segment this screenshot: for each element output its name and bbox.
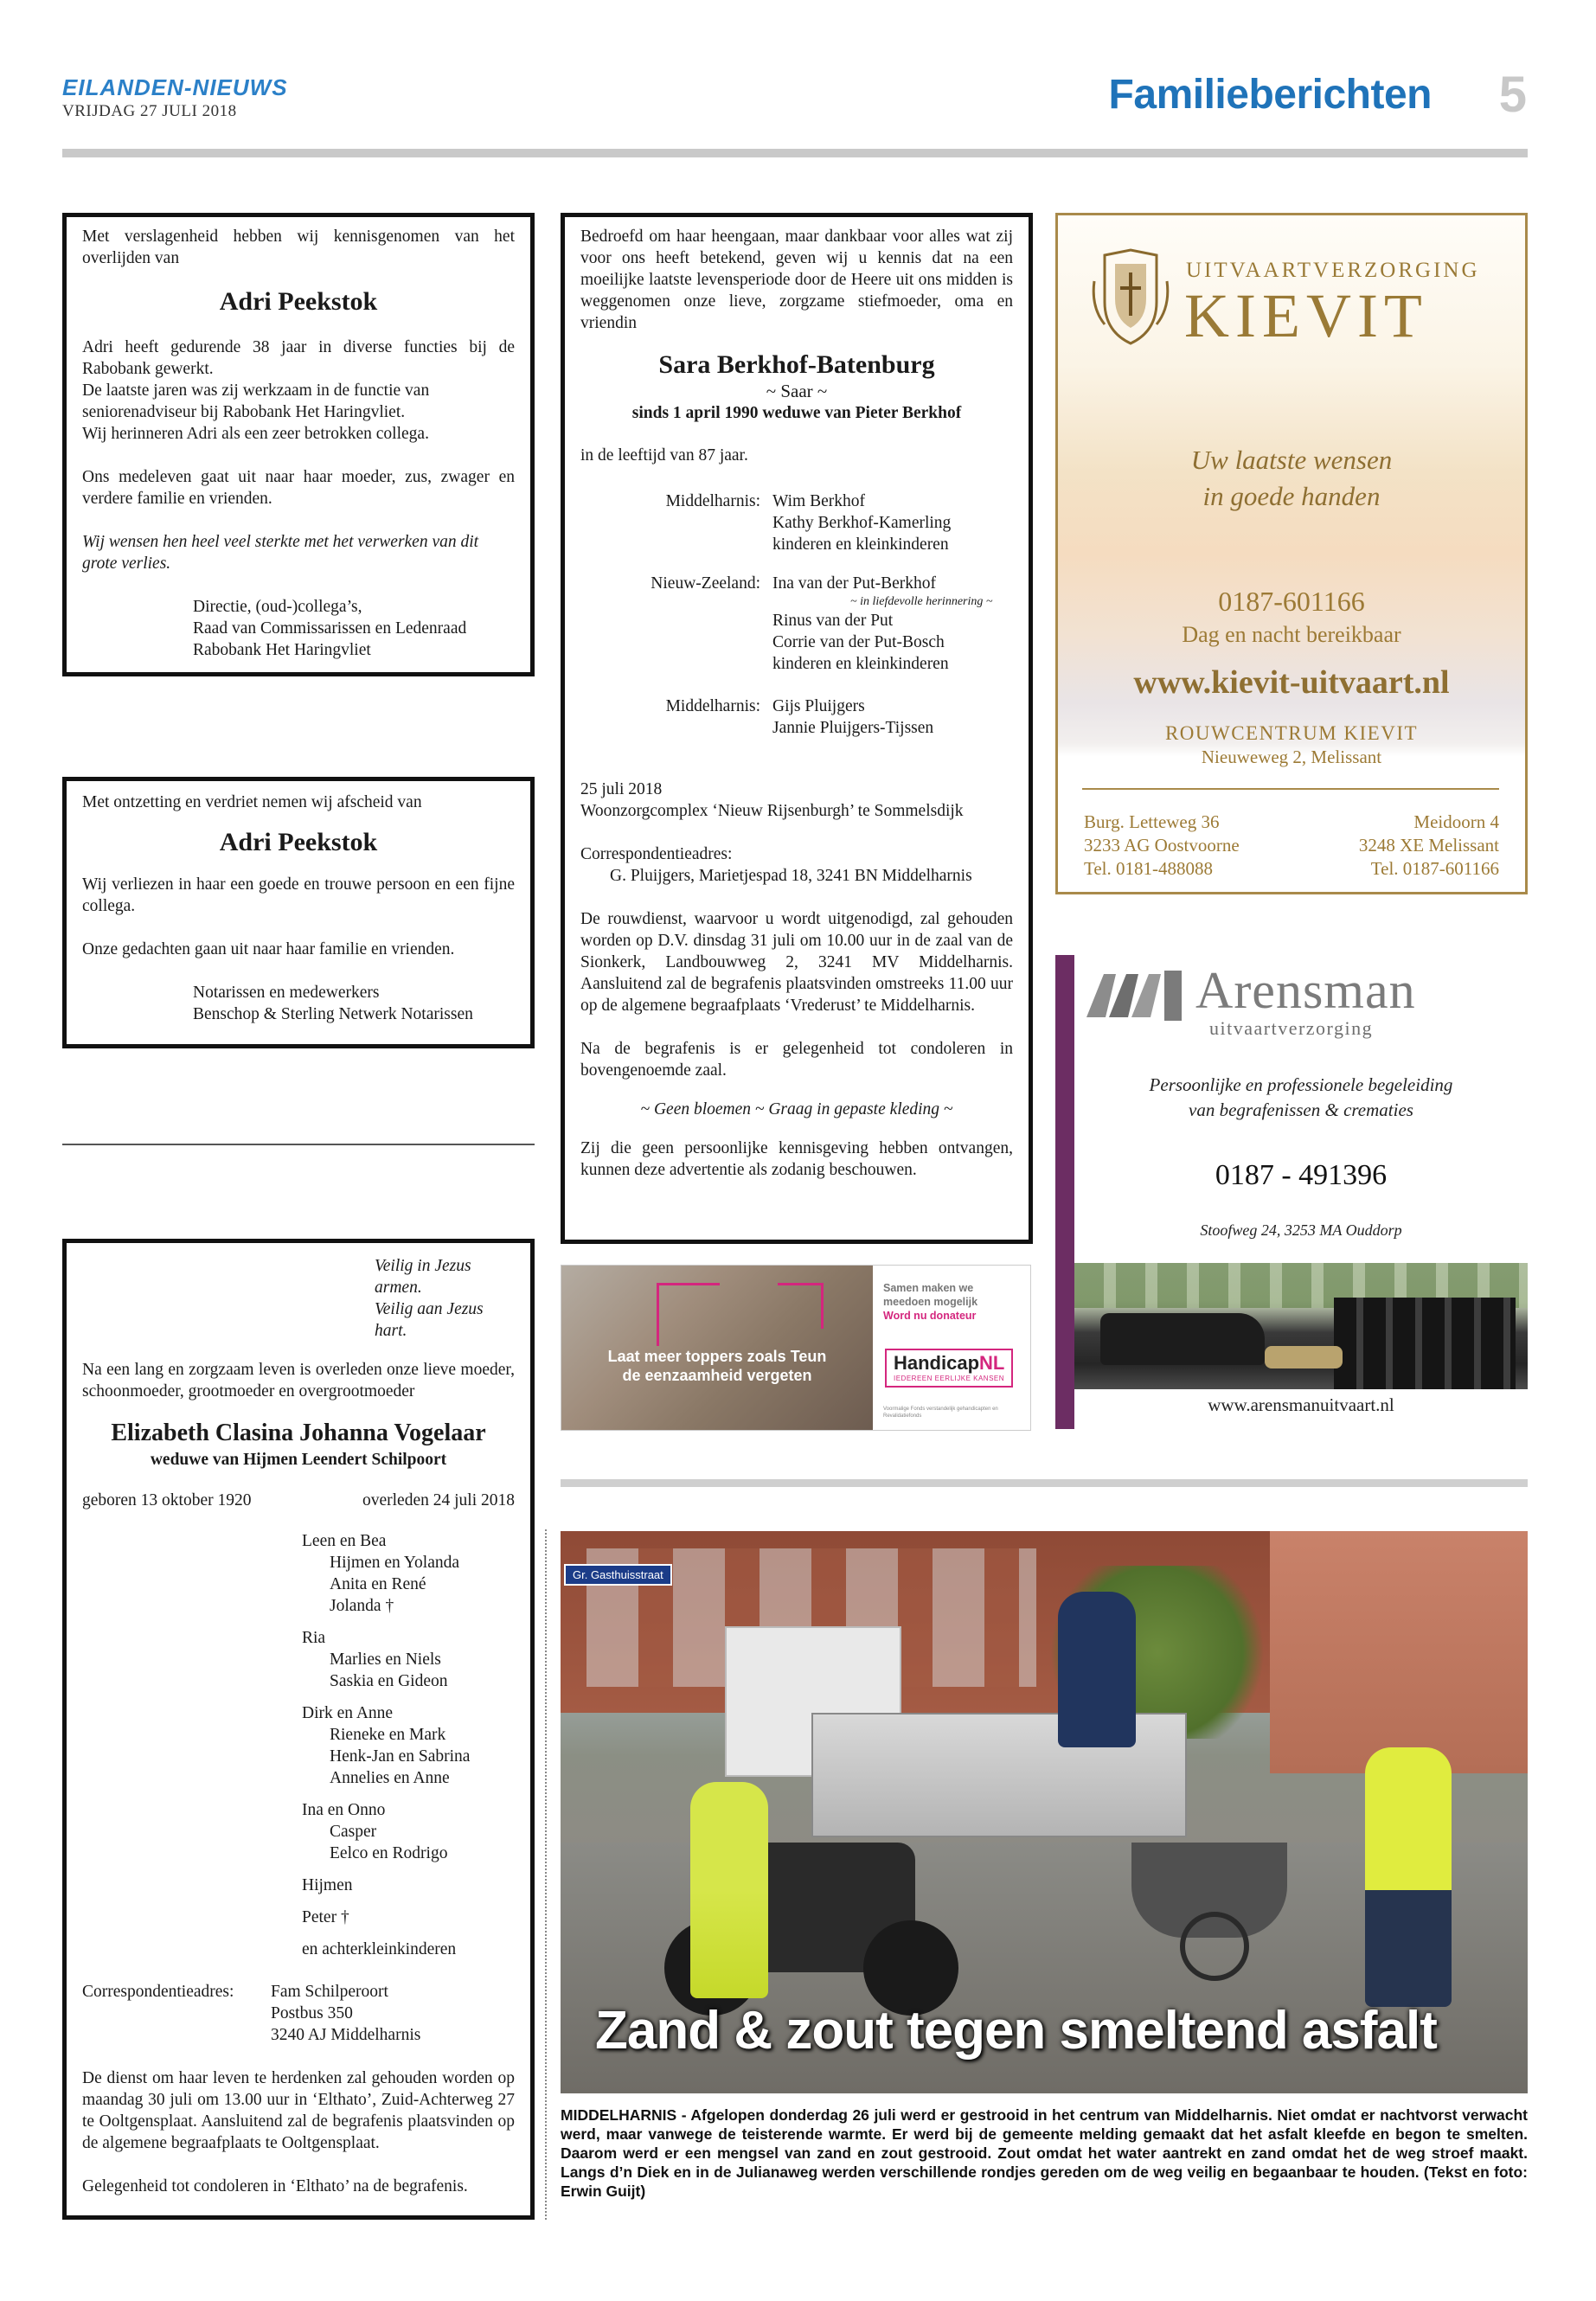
notice-body: Wij herinneren Adri als een zeer betrokken collega.: [82, 425, 429, 443]
kievit-centre-address: Nieuweweg 2, Melissant: [1201, 747, 1382, 767]
family-head: en achterkleinkinderen: [302, 1940, 457, 1958]
kievit-crest-icon: [1089, 247, 1172, 350]
photo-worker-right: [1365, 1747, 1452, 2007]
ad-photo-frame: [657, 1283, 720, 1346]
family-member: Annelies en Anne: [330, 1769, 450, 1787]
arensman-logo-icon: [1086, 967, 1189, 1024]
photo-top-rule: [561, 1479, 1528, 1487]
photo-spreader-wheel: [1180, 1912, 1249, 1981]
masthead-logo: EILANDEN-NIEUWS: [62, 74, 288, 100]
family-member: kinderen en kleinkinderen: [772, 655, 949, 673]
donate-link[interactable]: Word nu donateur: [883, 1310, 977, 1322]
family-head: Ina en Onno: [302, 1801, 386, 1819]
street-sign: Gr. Gasthuisstraat: [564, 1564, 672, 1586]
birth-date: geboren 13 oktober 1920: [82, 1491, 252, 1509]
deceased-subtitle: sinds 1 april 1990 weduwe van Pieter Berkhof: [631, 404, 962, 422]
kievit-address-left: Burg. Letteweg 36 3233 AG Oostvoorne Tel. 0181-488088: [1084, 811, 1240, 879]
family-member: Henk-Jan en Sabrina: [330, 1747, 471, 1766]
family-head: Peter †: [302, 1908, 349, 1926]
deceased-name: Elizabeth Clasina Johanna Vogelaar: [111, 1420, 486, 1446]
deceased-subtitle: weduwe van Hijmen Leendert Schilpoort: [150, 1451, 447, 1469]
family-head: Dirk en Anne: [302, 1704, 394, 1722]
kievit-address-right: Meidoorn 4 3248 XE Melissant Tel. 0187-601166: [1358, 811, 1499, 879]
notice-rabobank: [62, 213, 535, 676]
deceased-nickname: ~ Saar ~: [766, 381, 828, 401]
signature-line: Benschop & Sterling Netwerk Notarissen: [193, 1005, 473, 1023]
notice-intro: Na een lang en zorgzaam leven is overleden onze lieve moeder, schoonmoeder, grootmoeder en overgrootmoeder: [82, 1361, 515, 1400]
notice-berkhof: [561, 213, 1033, 1244]
memorial-note: ~ in liefdevolle herinnering ~: [850, 595, 993, 608]
arensman-brand: Arensman: [1195, 962, 1416, 1019]
family-group: [580, 490, 1013, 555]
family-member: Rieneke en Mark: [330, 1726, 446, 1744]
arensman-phone[interactable]: 0187 - 491396: [1215, 1159, 1388, 1191]
section-title: Familieberichten: [1108, 72, 1432, 118]
dotted-divider: [545, 1529, 547, 2220]
arensman-website[interactable]: www.arensmanuitvaart.nl: [1208, 1394, 1394, 1415]
ad-footnote: Voormalige Fonds verstandelijk gehandicapten en Revalidatiefonds: [883, 1407, 998, 1419]
verse-line: Veilig in Jezus armen.: [375, 1257, 471, 1297]
notice-intro: Bedroefd om haar heengaan, maar dankbaar voor alles wat zij voor ons heeft betekend, geven wij u kennis dat na een moeilijke laatste levensperiode door de Heere uit ons midden is weggenomen onze lieve, zorgzame stiefmoeder, oma en vriendin: [580, 228, 1013, 332]
signature-line: Raad van Commissarissen en Ledenraad: [193, 619, 467, 638]
arensman-tagline: Persoonlijke en professionele begeleiding van begrafenissen & crematies: [1149, 1074, 1453, 1120]
photo-caption: MIDDELHARNIS - Afgelopen donderdag 26 juli werd er gestrooid in het centrum van Middelharnis. Niet omdat er nachtvorst verwacht werd, maar vanwege de teisterende warmte. Er werd bij de gemeente melding gemaakt dat het asfalt kleefde en begon te smelten. Daarom werd er een mengsel van zand en zout gestrooid. Zout omdat het water aantrekt en zand omdat het de weg stroef maakt. Langs d’n Diek en in de Julianaweg werden verschillende rondjes gereden om de weg veilig en begaanbaar te houden. (Tekst en foto: Erwin Guijt): [561, 2106, 1528, 2200]
photo-worker-middle: [1058, 1592, 1136, 1747]
family-group: [302, 1530, 515, 1617]
correspondence-label: Correspondentieadres:: [82, 1983, 234, 2001]
arensman-ad[interactable]: [1055, 955, 1528, 1429]
ad-headline: Laat meer toppers zoals Teun de eenzaamheid vergeten: [607, 1348, 827, 1384]
death-location: Woonzorgcomplex ‘Nieuw Rijsenburgh’ te Sommelsdijk: [580, 802, 964, 820]
photo-flowers: [1265, 1346, 1343, 1368]
correspondence-label: Correspondentieadres:: [580, 845, 733, 863]
notice-body: Ons medeleven gaat uit naar haar moeder, zus, zwager en verdere familie en vrienden.: [82, 468, 515, 508]
family-member: Casper: [330, 1823, 377, 1841]
family-place: Nieuw-Zeeland:: [651, 574, 760, 593]
signature-line: Directie, (oud-)collega’s,: [193, 598, 362, 616]
service-details: De dienst om haar leven te herdenken zal gehouden worden op maandag 30 juli om 13.00 uur in ‘Elthato’, Zuid-Achterweg 27 te Ooltgensplaat. Aansluitend zal de begrafenis plaatsvinden op de algemene begraafplaats te Ooltgensplaat.: [82, 2069, 515, 2152]
arensman-sub: uitvaartverzorging: [1209, 1017, 1374, 1039]
photo-bearers: [1334, 1298, 1516, 1389]
kievit-website[interactable]: www.kievit-uitvaart.nl: [1133, 664, 1450, 701]
page-number: 5: [1498, 67, 1527, 123]
signature-line: Notarissen en medewerkers: [193, 984, 380, 1002]
family-member: Anita en René: [330, 1575, 426, 1593]
correspondence-address: G. Pluijgers, Marietjespad 18, 3241 BN Middelharnis: [610, 867, 972, 885]
kievit-centre: ROUWCENTRUM KIEVIT: [1164, 722, 1419, 744]
deceased-name: Adri Peekstok: [219, 828, 378, 856]
notice-vogelaar: [62, 1239, 535, 2220]
photo-headline: Zand & zout tegen smeltend asfalt: [595, 2001, 1437, 2061]
death-date: overleden 24 juli 2018: [362, 1491, 515, 1509]
kievit-brand: KIEVIT: [1184, 281, 1428, 350]
notice-intro: Met ontzetting en verdriet nemen wij afscheid van: [82, 793, 422, 811]
family-member: Ina van der Put-Berkhof: [772, 574, 936, 593]
notice-intro: Met verslagenheid hebben wij kennisgenomen van het overlijden van: [82, 228, 515, 267]
handicapnl-ad[interactable]: [561, 1265, 1031, 1431]
notice-body: Onze gedachten gaan uit naar haar familie en vrienden.: [82, 940, 455, 958]
kievit-phone[interactable]: 0187-601166: [1218, 586, 1365, 617]
issue-date: VRIJDAG 27 JULI 2018: [62, 102, 237, 120]
family-place: Middelharnis:: [665, 492, 760, 510]
handicapnl-logo: HandicapNL IEDEREEN EERLIJKE KANSEN: [885, 1349, 1013, 1388]
deceased-name: Adri Peekstok: [219, 287, 378, 316]
kievit-divider: [1082, 788, 1499, 790]
family-member: Saskia en Gideon: [330, 1672, 448, 1690]
family-member: Jolanda †: [330, 1597, 394, 1615]
family-group: [302, 1627, 515, 1692]
family-list: [82, 1530, 515, 1960]
arensman-photo: [1074, 1263, 1528, 1389]
photo-hearse: [1100, 1313, 1265, 1365]
correspondence-line: Fam Schilperoort: [271, 1983, 388, 2001]
notice-wish: Wij wensen hen heel veel sterkte met het verwerken van dit grote verlies.: [82, 533, 479, 573]
deceased-age: in de leeftijd van 87 jaar.: [580, 446, 748, 465]
family-member: Kathy Berkhof-Kamerling: [772, 514, 952, 532]
family-head: Hijmen: [302, 1876, 353, 1894]
flowers-note: ~ Geen bloemen ~ Graag in gepaste kleding ~: [640, 1100, 953, 1118]
correspondence-line: 3240 AJ Middelharnis: [271, 2026, 421, 2044]
family-member: Hijmen en Yolanda: [330, 1554, 460, 1572]
family-member: Gijs Pluijgers: [772, 697, 865, 715]
family-group: [302, 1702, 515, 1789]
family-group: [580, 573, 1013, 675]
ad-side-text: Samen maken we meedoen mogelijk Word nu donateur: [883, 1282, 978, 1322]
kievit-label: UITVAARTVERZORGING: [1186, 259, 1480, 282]
family-head: Ria: [302, 1629, 326, 1647]
kievit-slogan: Uw laatste wensen in goede handen: [1190, 445, 1393, 511]
column-divider: [62, 1144, 535, 1145]
service-details: De rouwdienst, waarvoor u wordt uitgenodigd, zal gehouden worden op D.V. dinsdag 31 juli om 10.00 uur in de zaal van de Sionkerk, Landbouwweg 2, 3241 MV Middelharnis. Aansluitend zal de begrafenis plaatsvinden omstreeks 11.00 uur op de algemene begraafplaats ‘Vrederust’ te Middelharnis.: [580, 910, 1013, 1015]
family-group: [580, 695, 1013, 739]
family-member: kinderen en kleinkinderen: [772, 535, 949, 554]
notice-body: Adri heeft gedurende 38 jaar in diverse functies bij de Rabobank gewerkt.: [82, 338, 515, 378]
death-date: 25 juli 2018: [580, 780, 663, 798]
notice-body: De laatste jaren was zij werkzaam in de functie van seniorenadviseur bij Rabobank Het Haringvliet.: [82, 381, 430, 421]
kievit-ad[interactable]: [1055, 213, 1528, 894]
signature-line: Rabobank Het Haringvliet: [193, 641, 371, 659]
family-member: Eelco en Rodrigo: [330, 1844, 448, 1862]
condolence-details: Gelegenheid tot condoleren in ‘Elthato’ na de begrafenis.: [82, 2177, 468, 2195]
family-member: Rinus van der Put: [772, 612, 894, 630]
verse-line: Veilig aan Jezus hart.: [375, 1300, 484, 1340]
family-member: Wim Berkhof: [772, 492, 865, 510]
photo-right-building: [1270, 1531, 1528, 1773]
family-member: Corrie van der Put-Bosch: [772, 633, 945, 651]
ad-photo: [561, 1266, 873, 1430]
family-group: [302, 1799, 515, 1864]
header-rule: [62, 149, 1528, 157]
news-photo: [561, 1531, 1528, 2093]
photo-worker-left: [690, 1782, 768, 1998]
family-head: Leen en Bea: [302, 1532, 387, 1550]
correspondence-line: Postbus 350: [271, 2004, 353, 2022]
notice-notarissen: [62, 777, 535, 1048]
deceased-name: Sara Berkhof-Batenburg: [658, 350, 935, 379]
family-member: Jannie Pluijgers-Tijssen: [772, 719, 934, 737]
family-member: Marlies en Niels: [330, 1650, 441, 1669]
family-place: Middelharnis:: [665, 697, 760, 715]
notice-body: Wij verliezen in haar een goede en trouwe persoon en een fijne collega.: [82, 875, 515, 915]
notice-disclaimer: Zij die geen persoonlijke kennisgeving hebben ontvangen, kunnen deze advertentie als zodanig beschouwen.: [580, 1139, 1013, 1179]
kievit-availability: Dag en nacht bereikbaar: [1182, 622, 1401, 647]
ad-photo-frame: [778, 1283, 824, 1329]
arensman-address: Stoofweg 24, 3253 MA Ouddorp: [1200, 1221, 1402, 1239]
condolence-details: Na de begrafenis is er gelegenheid tot condoleren in bovengenoemde zaal.: [580, 1040, 1013, 1080]
